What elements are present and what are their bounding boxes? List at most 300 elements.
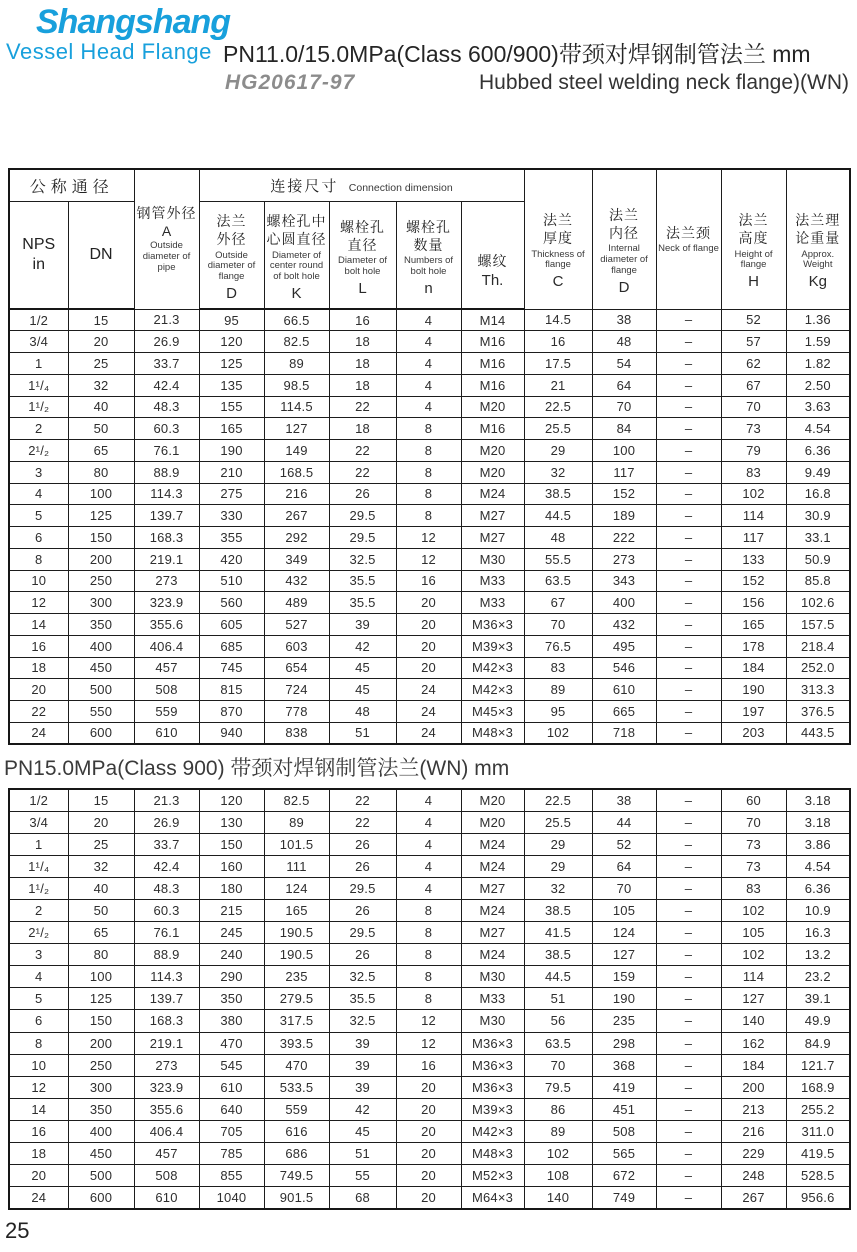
- nominal-group-label: 公称通径: [29, 178, 114, 196]
- cell-bolt-circle: 489: [264, 592, 329, 614]
- cell-inner-dia: 64: [592, 855, 656, 877]
- cell-pipe-od: 48.3: [134, 396, 199, 418]
- cell-pipe-od: 139.7: [134, 988, 199, 1010]
- cell-weight: 168.9: [786, 1076, 850, 1098]
- cell-thread: M20: [461, 440, 524, 462]
- cell-height: 178: [721, 635, 786, 657]
- cell-dn: 100: [68, 483, 134, 505]
- cell-thread: M16: [461, 418, 524, 440]
- cell-bolt-hole-dia: 29.5: [329, 877, 396, 899]
- cell-bolt-count: 8: [396, 505, 461, 527]
- cell-bolt-hole-dia: 35.5: [329, 570, 396, 592]
- cell-neck: –: [656, 592, 721, 614]
- cell-weight: 3.18: [786, 789, 850, 811]
- cell-flange-od: 190: [199, 440, 264, 462]
- cell-flange-od: 510: [199, 570, 264, 592]
- cell-dn: 400: [68, 1120, 134, 1142]
- cell-flange-od: 240: [199, 944, 264, 966]
- cell-neck: –: [656, 614, 721, 636]
- table-row: [9, 614, 850, 636]
- cell-pipe-od: 88.9: [134, 944, 199, 966]
- cell-inner-dia: 70: [592, 396, 656, 418]
- cell-weight: 23.2: [786, 966, 850, 988]
- cell-inner-dia: 400: [592, 592, 656, 614]
- bolt-circle-symbol: K: [291, 285, 302, 303]
- cell-height: 102: [721, 483, 786, 505]
- cell-bolt-count: 8: [396, 966, 461, 988]
- cell-inner-dia: 189: [592, 505, 656, 527]
- cell-thread: M42×3: [461, 679, 524, 701]
- cell-thread: M36×3: [461, 1076, 524, 1098]
- cell-flange-od: 330: [199, 505, 264, 527]
- cell-dn: 125: [68, 505, 134, 527]
- cell-neck: –: [656, 483, 721, 505]
- cell-weight: 311.0: [786, 1120, 850, 1142]
- table-row: [9, 922, 850, 944]
- cell-thickness: 17.5: [524, 353, 592, 375]
- cell-bolt-hole-dia: 48: [329, 701, 396, 723]
- neck-en: Neck of flange: [658, 242, 719, 254]
- standard-code: HG20617-97: [225, 71, 356, 94]
- cell-bolt-count: 8: [396, 922, 461, 944]
- inner-diameter-symbol: D: [618, 278, 630, 296]
- cell-pipe-od: 508: [134, 679, 199, 701]
- cell-pipe-od: 457: [134, 1143, 199, 1165]
- cell-neck: –: [656, 331, 721, 353]
- cell-thickness: 44.5: [524, 505, 592, 527]
- cell-neck: –: [656, 988, 721, 1010]
- cell-bolt-hole-dia: 22: [329, 811, 396, 833]
- cell-weight: 4.54: [786, 855, 850, 877]
- cell-neck: –: [656, 833, 721, 855]
- cell-weight: 419.5: [786, 1143, 850, 1165]
- cell-inner-dia: 495: [592, 635, 656, 657]
- cell-thickness: 56: [524, 1010, 592, 1032]
- cell-pipe-od: 33.7: [134, 833, 199, 855]
- cell-bolt-count: 8: [396, 418, 461, 440]
- cell-neck: –: [656, 1098, 721, 1120]
- cell-inner-dia: 749: [592, 1187, 656, 1209]
- cell-weight: 30.9: [786, 505, 850, 527]
- cell-dn: 500: [68, 1165, 134, 1187]
- cell-bolt-count: 4: [396, 309, 461, 331]
- cell-weight: 39.1: [786, 988, 850, 1010]
- cell-inner-dia: 368: [592, 1054, 656, 1076]
- cell-bolt-hole-dia: 42: [329, 635, 396, 657]
- cell-neck: –: [656, 679, 721, 701]
- cell-bolt-circle: 393.5: [264, 1032, 329, 1054]
- table-row: [9, 1165, 850, 1187]
- table-row: [9, 1187, 850, 1209]
- cell-thickness: 51: [524, 988, 592, 1010]
- thickness-cn: 法兰厚度: [543, 212, 574, 247]
- cell-pipe-od: 273: [134, 1054, 199, 1076]
- cell-weight: 1.59: [786, 331, 850, 353]
- cell-neck: –: [656, 505, 721, 527]
- cell-thickness: 32: [524, 877, 592, 899]
- cell-bolt-hole-dia: 29.5: [329, 505, 396, 527]
- cell-height: 213: [721, 1098, 786, 1120]
- cell-dn: 32: [68, 374, 134, 396]
- cell-bolt-count: 20: [396, 1098, 461, 1120]
- cell-bolt-hole-dia: 45: [329, 657, 396, 679]
- cell-flange-od: 160: [199, 855, 264, 877]
- cell-weight: 13.2: [786, 944, 850, 966]
- cell-flange-od: 215: [199, 899, 264, 921]
- cell-height: 60: [721, 789, 786, 811]
- cell-bolt-hole-dia: 32.5: [329, 1010, 396, 1032]
- page-number: 25: [5, 1218, 30, 1243]
- cell-height: 184: [721, 657, 786, 679]
- cell-inner-dia: 117: [592, 461, 656, 483]
- cell-height: 133: [721, 548, 786, 570]
- cell-dn: 350: [68, 614, 134, 636]
- cell-pipe-od: 610: [134, 722, 199, 744]
- thickness-symbol: C: [552, 273, 564, 291]
- cell-bolt-hole-dia: 35.5: [329, 592, 396, 614]
- cell-bolt-circle: 686: [264, 1143, 329, 1165]
- header-col-height: [721, 169, 786, 309]
- cell-flange-od: 350: [199, 988, 264, 1010]
- cell-pipe-od: 21.3: [134, 789, 199, 811]
- cell-bolt-hole-dia: 51: [329, 722, 396, 744]
- header-col-bolt-count: [396, 201, 461, 309]
- cell-neck: –: [656, 811, 721, 833]
- table-row: [9, 789, 850, 811]
- cell-bolt-count: 16: [396, 1054, 461, 1076]
- cell-inner-dia: 672: [592, 1165, 656, 1187]
- cell-nps: 16: [9, 1120, 68, 1142]
- cell-flange-od: 640: [199, 1098, 264, 1120]
- cell-flange-od: 120: [199, 789, 264, 811]
- cell-nps: 2: [9, 418, 68, 440]
- cell-nps: 18: [9, 1143, 68, 1165]
- cell-bolt-hole-dia: 26: [329, 855, 396, 877]
- cell-bolt-hole-dia: 26: [329, 944, 396, 966]
- cell-flange-od: 785: [199, 1143, 264, 1165]
- cell-bolt-count: 8: [396, 461, 461, 483]
- cell-inner-dia: 222: [592, 527, 656, 549]
- cell-bolt-circle: 533.5: [264, 1076, 329, 1098]
- cell-dn: 80: [68, 461, 134, 483]
- header-col-pipe-od: [134, 169, 199, 309]
- cell-flange-od: 130: [199, 811, 264, 833]
- cell-bolt-count: 20: [396, 1187, 461, 1209]
- cell-bolt-hole-dia: 45: [329, 679, 396, 701]
- cell-dn: 40: [68, 877, 134, 899]
- cell-weight: 443.5: [786, 722, 850, 744]
- cell-flange-od: 545: [199, 1054, 264, 1076]
- cell-height: 165: [721, 614, 786, 636]
- cell-bolt-circle: 124: [264, 877, 329, 899]
- cell-weight: 528.5: [786, 1165, 850, 1187]
- cell-thickness: 29: [524, 833, 592, 855]
- cell-inner-dia: 508: [592, 1120, 656, 1142]
- cell-pipe-od: 323.9: [134, 592, 199, 614]
- cell-bolt-circle: 216: [264, 483, 329, 505]
- cell-inner-dia: 451: [592, 1098, 656, 1120]
- cell-thickness: 16: [524, 331, 592, 353]
- table-row: [9, 505, 850, 527]
- cell-height: 152: [721, 570, 786, 592]
- cell-bolt-hole-dia: 18: [329, 418, 396, 440]
- cell-bolt-count: 8: [396, 440, 461, 462]
- table-row: [9, 1076, 850, 1098]
- cell-nps: 4: [9, 966, 68, 988]
- cell-neck: –: [656, 353, 721, 375]
- cell-pipe-od: 219.1: [134, 1032, 199, 1054]
- cell-bolt-count: 12: [396, 527, 461, 549]
- cell-thickness: 14.5: [524, 309, 592, 331]
- cell-nps: 18: [9, 657, 68, 679]
- cell-weight: 218.4: [786, 635, 850, 657]
- bolt-hole-en: Diameter of bolt hole: [337, 255, 388, 277]
- weight-en: Approx. Weight: [801, 248, 835, 271]
- cell-thread: M33: [461, 570, 524, 592]
- cell-thickness: 44.5: [524, 966, 592, 988]
- cell-weight: 956.6: [786, 1187, 850, 1209]
- cell-bolt-count: 4: [396, 833, 461, 855]
- cell-thickness: 22.5: [524, 396, 592, 418]
- cell-pipe-od: 219.1: [134, 548, 199, 570]
- table-row: [9, 592, 850, 614]
- cell-dn: 200: [68, 1032, 134, 1054]
- cell-flange-od: 275: [199, 483, 264, 505]
- cell-nps: 12: [9, 592, 68, 614]
- cell-dn: 550: [68, 701, 134, 723]
- cell-inner-dia: 273: [592, 548, 656, 570]
- flange-od-cn: 法兰外径: [216, 213, 247, 248]
- header-nominal-diameter-group: [9, 169, 134, 201]
- header-col-thread: [461, 201, 524, 309]
- cell-weight: 9.49: [786, 461, 850, 483]
- cell-inner-dia: 100: [592, 440, 656, 462]
- neck-cn: 法兰颈: [666, 224, 712, 241]
- cell-neck: –: [656, 1076, 721, 1098]
- cell-neck: –: [656, 440, 721, 462]
- table-row: [9, 527, 850, 549]
- connection-group-cn: 连接尺寸: [270, 177, 339, 195]
- cell-neck: –: [656, 722, 721, 744]
- cell-height: 162: [721, 1032, 786, 1054]
- cell-nps: 8: [9, 1032, 68, 1054]
- cell-nps: 3: [9, 461, 68, 483]
- cell-bolt-count: 4: [396, 789, 461, 811]
- cell-bolt-circle: 190.5: [264, 922, 329, 944]
- cell-weight: 255.2: [786, 1098, 850, 1120]
- cell-height: 200: [721, 1076, 786, 1098]
- cell-neck: –: [656, 1032, 721, 1054]
- cell-inner-dia: 52: [592, 833, 656, 855]
- cell-bolt-circle: 778: [264, 701, 329, 723]
- cell-nps: 1/2: [9, 309, 68, 331]
- cell-inner-dia: 419: [592, 1076, 656, 1098]
- cell-neck: –: [656, 922, 721, 944]
- cell-bolt-count: 4: [396, 855, 461, 877]
- cell-thickness: 38.5: [524, 483, 592, 505]
- cell-inner-dia: 64: [592, 374, 656, 396]
- cell-thickness: 70: [524, 614, 592, 636]
- cell-thickness: 83: [524, 657, 592, 679]
- table-row: [9, 309, 850, 331]
- cell-nps: 2¹/₂: [9, 440, 68, 462]
- cell-weight: 50.9: [786, 548, 850, 570]
- cell-thread: M39×3: [461, 1098, 524, 1120]
- cell-weight: 16.8: [786, 483, 850, 505]
- cell-neck: –: [656, 1054, 721, 1076]
- cell-flange-od: 210: [199, 461, 264, 483]
- cell-thickness: 22.5: [524, 789, 592, 811]
- cell-neck: –: [656, 396, 721, 418]
- table-row: [9, 440, 850, 462]
- cell-dn: 50: [68, 418, 134, 440]
- cell-bolt-count: 4: [396, 396, 461, 418]
- cell-thread: M20: [461, 789, 524, 811]
- cell-neck: –: [656, 1143, 721, 1165]
- cell-flange-od: 355: [199, 527, 264, 549]
- cell-neck: –: [656, 461, 721, 483]
- cell-nps: 1¹/₄: [9, 855, 68, 877]
- cell-dn: 600: [68, 722, 134, 744]
- cell-weight: 376.5: [786, 701, 850, 723]
- bolt-hole-symbol: L: [358, 279, 367, 297]
- subtitle-row: [225, 71, 849, 95]
- cell-bolt-count: 20: [396, 614, 461, 636]
- flange-od-en: Outside diameter of flange: [207, 249, 256, 283]
- cell-bolt-hole-dia: 51: [329, 1143, 396, 1165]
- cell-bolt-hole-dia: 26: [329, 899, 396, 921]
- cell-weight: 1.82: [786, 353, 850, 375]
- cell-flange-od: 180: [199, 877, 264, 899]
- cell-pipe-od: 559: [134, 701, 199, 723]
- cell-thread: M36×3: [461, 614, 524, 636]
- cell-inner-dia: 546: [592, 657, 656, 679]
- cell-flange-od: 610: [199, 1076, 264, 1098]
- cell-pipe-od: 406.4: [134, 635, 199, 657]
- cell-dn: 450: [68, 1143, 134, 1165]
- bolt-circle-en: Diameter of center round of bolt hole: [269, 249, 324, 283]
- cell-thread: M27: [461, 922, 524, 944]
- company-logo: [6, 4, 230, 63]
- cell-flange-od: 380: [199, 1010, 264, 1032]
- cell-bolt-hole-dia: 35.5: [329, 988, 396, 1010]
- cell-thickness: 29: [524, 855, 592, 877]
- cell-inner-dia: 610: [592, 679, 656, 701]
- cell-pipe-od: 323.9: [134, 1076, 199, 1098]
- cell-thread: M48×3: [461, 1143, 524, 1165]
- cell-neck: –: [656, 877, 721, 899]
- cell-dn: 300: [68, 592, 134, 614]
- cell-thread: M24: [461, 944, 524, 966]
- cell-bolt-circle: 165: [264, 899, 329, 921]
- table-row: [9, 855, 850, 877]
- cell-nps: 5: [9, 988, 68, 1010]
- table-row: [9, 833, 850, 855]
- cell-pipe-od: 26.9: [134, 811, 199, 833]
- cell-neck: –: [656, 635, 721, 657]
- cell-bolt-circle: 66.5: [264, 309, 329, 331]
- cell-flange-od: 95: [199, 309, 264, 331]
- logo-subtitle-text: Vessel Head Flange: [6, 39, 212, 65]
- cell-bolt-count: 12: [396, 1010, 461, 1032]
- cell-thread: M16: [461, 353, 524, 375]
- cell-inner-dia: 159: [592, 966, 656, 988]
- table-row: [9, 331, 850, 353]
- cell-bolt-circle: 235: [264, 966, 329, 988]
- cell-thread: M42×3: [461, 1120, 524, 1142]
- cell-flange-od: 855: [199, 1165, 264, 1187]
- cell-nps: 3/4: [9, 811, 68, 833]
- cell-height: 184: [721, 1054, 786, 1076]
- cell-bolt-circle: 603: [264, 635, 329, 657]
- cell-height: 127: [721, 988, 786, 1010]
- cell-weight: 1.36: [786, 309, 850, 331]
- cell-height: 83: [721, 877, 786, 899]
- cell-height: 105: [721, 922, 786, 944]
- cell-pipe-od: 114.3: [134, 483, 199, 505]
- cell-neck: –: [656, 309, 721, 331]
- cell-flange-od: 470: [199, 1032, 264, 1054]
- cell-thickness: 86: [524, 1098, 592, 1120]
- cell-thickness: 70: [524, 1054, 592, 1076]
- cell-pipe-od: 33.7: [134, 353, 199, 375]
- cell-thickness: 38.5: [524, 899, 592, 921]
- cell-weight: 33.1: [786, 527, 850, 549]
- cell-neck: –: [656, 548, 721, 570]
- cell-flange-od: 135: [199, 374, 264, 396]
- cell-bolt-hole-dia: 26: [329, 833, 396, 855]
- cell-thread: M45×3: [461, 701, 524, 723]
- cell-pipe-od: 48.3: [134, 877, 199, 899]
- cell-thread: M42×3: [461, 657, 524, 679]
- cell-dn: 20: [68, 331, 134, 353]
- cell-nps: 2: [9, 899, 68, 921]
- header-col-bolt-hole-diameter: [329, 201, 396, 309]
- cell-bolt-count: 8: [396, 899, 461, 921]
- cell-pipe-od: 168.3: [134, 527, 199, 549]
- cell-thread: M27: [461, 527, 524, 549]
- cell-pipe-od: 26.9: [134, 331, 199, 353]
- cell-weight: 16.3: [786, 922, 850, 944]
- table-row: [9, 722, 850, 744]
- cell-flange-od: 1040: [199, 1187, 264, 1209]
- cell-nps: 1¹/₂: [9, 877, 68, 899]
- cell-thickness: 89: [524, 1120, 592, 1142]
- cell-bolt-count: 20: [396, 1076, 461, 1098]
- cell-bolt-count: 4: [396, 811, 461, 833]
- cell-dn: 15: [68, 309, 134, 331]
- cell-thread: M24: [461, 833, 524, 855]
- table-row: [9, 635, 850, 657]
- cell-bolt-hole-dia: 29.5: [329, 527, 396, 549]
- cell-flange-od: 165: [199, 418, 264, 440]
- cell-flange-od: 125: [199, 353, 264, 375]
- cell-thickness: 63.5: [524, 570, 592, 592]
- cell-thread: M30: [461, 966, 524, 988]
- cell-height: 79: [721, 440, 786, 462]
- cell-pipe-od: 60.3: [134, 899, 199, 921]
- cell-flange-od: 120: [199, 331, 264, 353]
- cell-thread: M20: [461, 461, 524, 483]
- cell-thickness: 63.5: [524, 1032, 592, 1054]
- thickness-en: Thickness of flange: [531, 248, 585, 271]
- cell-bolt-circle: 432: [264, 570, 329, 592]
- cell-weight: 85.8: [786, 570, 850, 592]
- table-row: [9, 701, 850, 723]
- cell-nps: 22: [9, 701, 68, 723]
- cell-neck: –: [656, 527, 721, 549]
- cell-pipe-od: 355.6: [134, 1098, 199, 1120]
